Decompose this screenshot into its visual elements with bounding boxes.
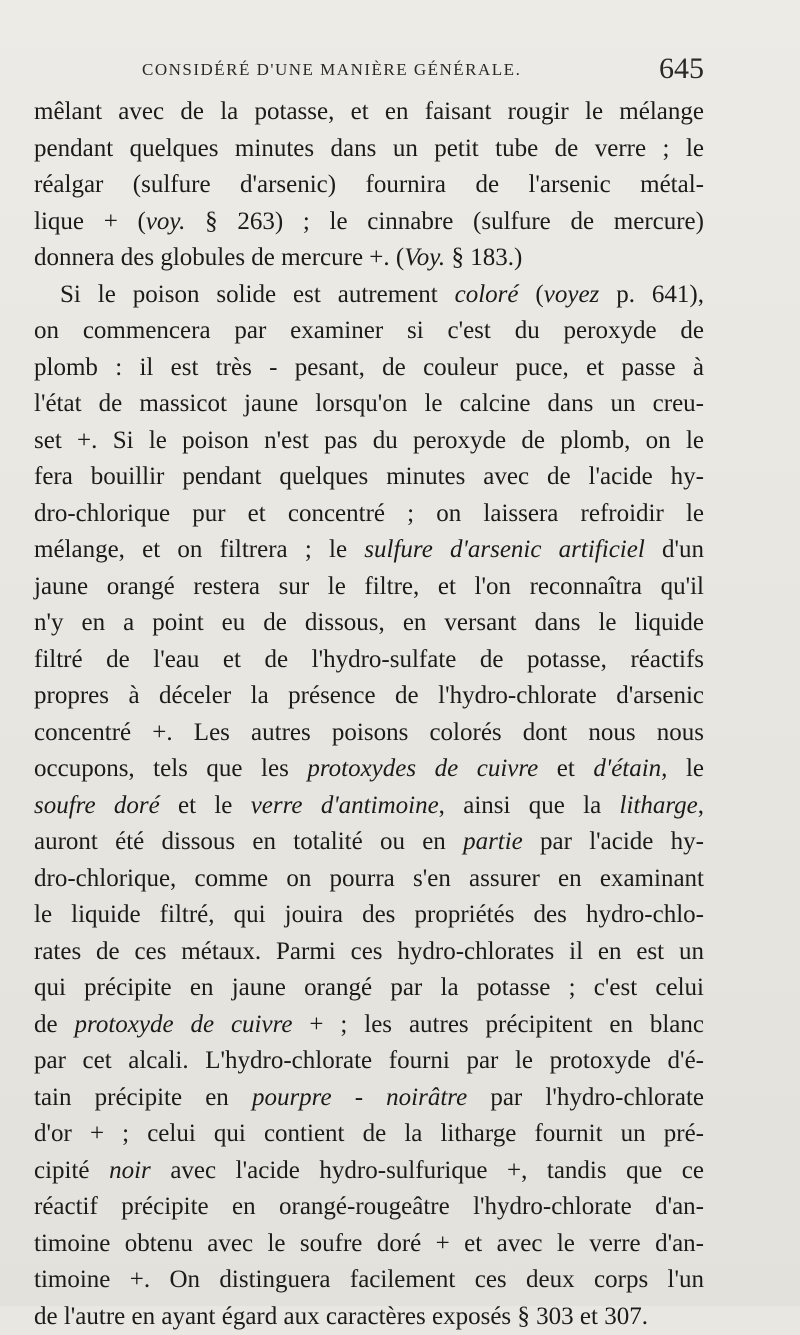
text-segment: mêlant avec de la potasse, et en faisant rougir le mélange xyxy=(34,98,704,125)
italic-text: Voy. xyxy=(404,244,445,271)
text-segment: réalgar (sulfure d'arsenic) fournira de l'arsenic métal- xyxy=(34,171,704,198)
text-line xyxy=(34,496,704,533)
text-line xyxy=(34,459,704,496)
text-line xyxy=(34,167,704,204)
text-segment: tain précipite en xyxy=(34,1084,252,1111)
page-number: 645 xyxy=(659,52,704,86)
text-segment: par l'acide hy- xyxy=(523,828,704,855)
text-segment: dro-chlorique, comme on pourra s'en assurer en examinant xyxy=(34,865,704,892)
text-segment: de l'autre en ayant égard aux caractères exposés § 303 et 307. xyxy=(34,1303,648,1330)
text-segment: le liquide filtré, qui jouira des propriétés des hydro-chlo- xyxy=(34,901,704,928)
text-line xyxy=(34,1080,704,1117)
italic-text: protoxyde de cuivre xyxy=(75,1011,293,1038)
text-segment: le xyxy=(667,755,704,782)
text-segment: , ainsi que la xyxy=(439,792,620,819)
text-segment: avec l'acide hydro-sulfurique +, tandis que ce xyxy=(151,1157,704,1184)
text-segment: concentré +. Les autres poisons colorés dont nous nous xyxy=(34,719,704,746)
page-header xyxy=(34,54,704,90)
text-segment: donnera des globules de mercure +. ( xyxy=(34,244,404,271)
text-line xyxy=(34,934,704,971)
italic-text: d'étain, xyxy=(593,755,667,782)
italic-text: noir xyxy=(109,1157,151,1184)
text-line xyxy=(34,131,704,168)
italic-text: voyez xyxy=(544,281,600,308)
text-line xyxy=(34,751,704,788)
text-line xyxy=(34,1043,704,1080)
text-segment: l'état de massicot jaune lorsqu'on le calcine dans un creu- xyxy=(34,390,704,417)
text-segment: pendant quelques minutes dans un petit tube de verre ; le xyxy=(34,135,704,162)
text-line xyxy=(34,204,704,241)
text-segment: lique + ( xyxy=(34,208,146,235)
text-segment: qui précipite en jaune orangé par la potasse ; c'est celui xyxy=(34,974,704,1001)
italic-text: verre d'antimoine xyxy=(251,792,439,819)
text-segment: auront été dissous en totalité ou en xyxy=(34,828,463,855)
text-line xyxy=(34,788,704,825)
italic-text: coloré xyxy=(455,281,519,308)
text-line xyxy=(34,1153,704,1190)
italic-text: sulfure d'arsenic artificiel xyxy=(364,536,645,563)
text-line xyxy=(34,1226,704,1263)
body-text xyxy=(34,94,704,1335)
text-line xyxy=(34,861,704,898)
text-segment: propres à déceler la présence de l'hydro-chlorate d'arsenic xyxy=(34,682,704,709)
text-segment: on commencera par examiner si c'est du peroxyde de xyxy=(34,317,704,344)
text-line xyxy=(34,605,704,642)
text-line xyxy=(34,277,704,314)
text-segment: dro-chlorique pur et concentré ; on laissera refroidir le xyxy=(34,500,704,527)
italic-text: soufre doré xyxy=(34,792,160,819)
text-line xyxy=(34,970,704,1007)
text-segment: , xyxy=(698,792,704,819)
text-segment: filtré de l'eau et de l'hydro-sulfate de potasse, réactifs xyxy=(34,646,704,673)
text-segment: timoine +. On distinguera facilement ces deux corps l'un xyxy=(34,1266,704,1293)
text-line xyxy=(34,1116,704,1153)
text-line xyxy=(34,350,704,387)
text-segment: et le xyxy=(160,792,251,819)
text-line xyxy=(34,94,704,131)
text-line xyxy=(34,1262,704,1299)
text-line xyxy=(34,897,704,934)
text-segment: p. 641), xyxy=(599,281,704,308)
text-line xyxy=(34,715,704,752)
text-segment: ( xyxy=(519,281,544,308)
text-segment: n'y en a point eu de dissous, en versant dans le liquide xyxy=(34,609,704,636)
text-segment: jaune orangé restera sur le filtre, et l'on reconnaîtra qu'il xyxy=(34,573,704,600)
text-line xyxy=(34,1007,704,1044)
text-segment: plomb : il est très - pesant, de couleur puce, et passe à xyxy=(34,354,704,381)
italic-text: pourpre - noirâtre xyxy=(252,1084,467,1111)
text-line xyxy=(34,1189,704,1226)
text-line xyxy=(34,678,704,715)
text-segment: Si le poison solide est autrement xyxy=(60,281,455,308)
text-segment: et xyxy=(538,755,593,782)
text-segment: § 183.) xyxy=(445,244,522,271)
text-line xyxy=(34,824,704,861)
text-segment: set +. Si le poison n'est pas du peroxyde de plomb, on le xyxy=(34,427,704,454)
italic-text: litharge xyxy=(620,792,698,819)
text-segment: rates de ces métaux. Parmi ces hydro-chlorates il en est un xyxy=(34,938,704,965)
text-line xyxy=(34,569,704,606)
running-head: CONSIDÉRÉ D'UNE MANIÈRE GÉNÉRALE. xyxy=(142,60,521,80)
text-line xyxy=(34,240,704,277)
italic-text: partie xyxy=(463,828,523,855)
text-line xyxy=(34,423,704,460)
italic-text: voy. xyxy=(146,208,186,235)
text-line xyxy=(34,642,704,679)
text-segment: par cet alcali. L'hydro-chlorate fourni par le protoxyde d'é- xyxy=(34,1047,704,1074)
italic-text: protoxydes de cuivre xyxy=(307,755,538,782)
text-segment: timoine obtenu avec le soufre doré + et avec le verre d'an- xyxy=(34,1230,704,1257)
text-segment: réactif précipite en orangé-rougeâtre l'hydro-chlorate d'an- xyxy=(34,1193,704,1220)
text-segment: occupons, tels que les xyxy=(34,755,307,782)
text-segment: de xyxy=(34,1011,75,1038)
text-segment: par l'hydro-chlorate xyxy=(467,1084,704,1111)
text-line xyxy=(34,386,704,423)
text-segment: d'or + ; celui qui contient de la litharge fournit un pré- xyxy=(34,1120,704,1147)
text-segment: § 263) ; le cinnabre (sulfure de mercure) xyxy=(185,208,704,235)
text-line xyxy=(34,1299,704,1335)
text-segment: cipité xyxy=(34,1157,109,1184)
text-segment: d'un xyxy=(645,536,704,563)
text-line xyxy=(34,532,704,569)
text-segment: fera bouillir pendant quelques minutes avec de l'acide hy- xyxy=(34,463,704,490)
text-segment: + ; les autres précipitent en blanc xyxy=(293,1011,705,1038)
text-line xyxy=(34,313,704,350)
text-segment: mélange, et on filtrera ; le xyxy=(34,536,364,563)
